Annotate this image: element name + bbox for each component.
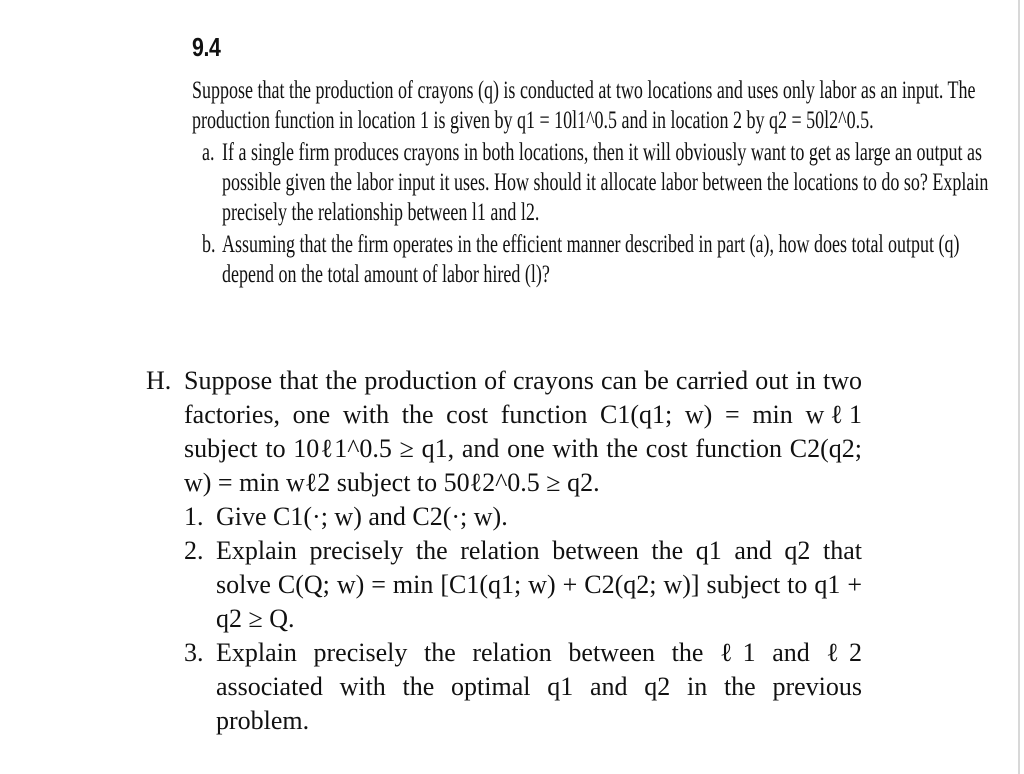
page-edge-divider	[1018, 0, 1020, 774]
item-label: b.	[202, 231, 216, 258]
item-label: a.	[202, 139, 215, 166]
intro-line-2: function in location 1 is given by q1 = 10l1^0.5 and in location 2 by q2 = 50l2^0.5.	[274, 107, 874, 134]
problem-9-4	[192, 30, 997, 292]
list-item	[146, 636, 862, 738]
sub-question-b	[192, 230, 997, 292]
item-text: Explain precisely the relation between the ℓ1 and ℓ2 associated with the optimal q1 and q2 in the previous problem.	[216, 638, 862, 735]
problem-number: 9.4	[192, 32, 221, 62]
item-text: Explain precisely the relation between the q1 and q2 that solve C(Q; w) = min [C1(q1; w) + C2(q2; w)] subject to q1 + q2 ≥ Q.	[216, 536, 862, 633]
item-text: If a single firm produces crayons in both locations, then it will obviously want to get as large an output as possible given the labor input it uses. How should it allocate labor between the locations to do so? Explain precisely the relationship between l1 and l2.	[222, 139, 989, 226]
item-number: 3.	[184, 638, 204, 667]
item-number: 2.	[184, 536, 204, 565]
intro-line-1: Suppose that the production of crayons (q) is conducted at two locations and uses only labor as an input. The production	[192, 77, 976, 134]
problem-h-statement	[146, 364, 862, 500]
list-item	[146, 534, 862, 636]
problem-text: Suppose that the production of crayons can be carried out in two factories, one with the cost function C1(q1; w) = min wℓ1 subject to 10ℓ1^0.5 ≥ q1, and one with the cost function C2(q2; w) = min wℓ2 subject to 50ℓ2^0.5 ≥ q2.	[184, 366, 862, 497]
question-list	[146, 500, 862, 738]
problem-intro	[192, 76, 997, 138]
item-number: 1.	[184, 502, 204, 531]
item-text: Assuming that the firm operates in the efficient manner described in part (a), how does total output (q) depend on the total amount of labor hired (l)?	[222, 231, 960, 288]
list-item	[146, 500, 862, 534]
sub-question-a	[192, 138, 997, 230]
problem-h	[146, 364, 862, 738]
item-text: Give C1(·; w) and C2(·; w).	[216, 502, 508, 531]
problem-label: H.	[146, 366, 172, 395]
